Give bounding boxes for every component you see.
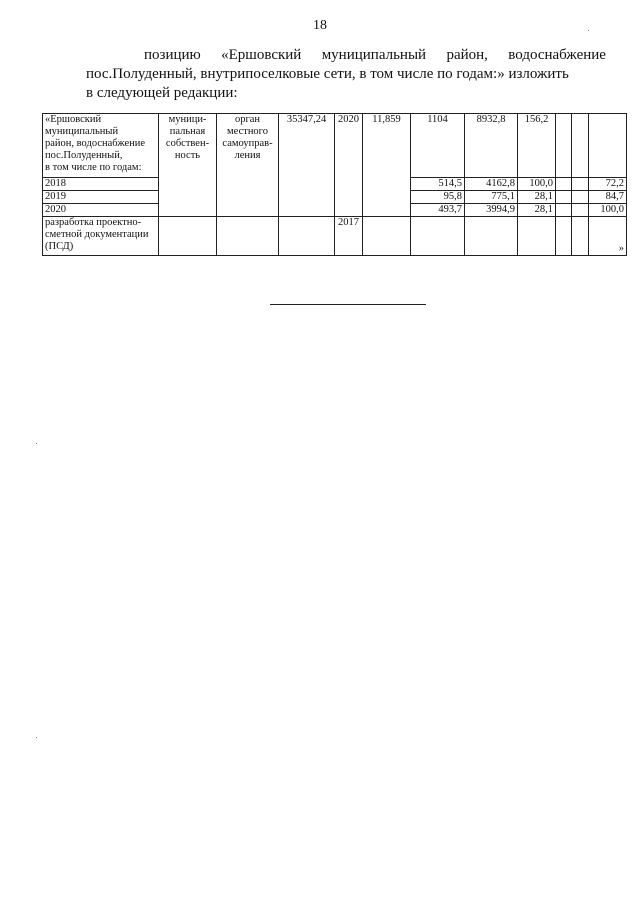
intro-line-1 [86, 46, 606, 65]
object-name-line: пос.Полуденный, [45, 150, 123, 161]
psd-name-line: (ПСД) [45, 241, 74, 252]
value-cell: 493,7 [411, 204, 465, 217]
empty-cell [572, 217, 589, 256]
capacity-cell: 11,859 [363, 114, 411, 217]
ownership-line: ность [174, 150, 201, 161]
intro-line-2: пос.Полуденный, внутрипоселковые сети, в том числе по годам:» изложить [86, 66, 569, 82]
intro-word: водоснабжение [508, 47, 606, 63]
value-cell: 28,1 [518, 204, 556, 217]
empty-cell [217, 217, 279, 256]
page-number: 18 [313, 18, 327, 33]
intro-word: «Ершовский [221, 47, 302, 63]
customer-line: самоуправ- [222, 138, 273, 149]
year-label-cell: 2018 [43, 178, 159, 191]
intro-word: муниципальный [321, 47, 427, 63]
value-cell: 84,7 [589, 191, 627, 204]
empty-cell [159, 217, 217, 256]
psd-name-line: разработка проектно- [45, 217, 142, 228]
cost-cell: 35347,24 [279, 114, 335, 217]
value-cell: 100,0 [518, 178, 556, 191]
customer-line: местного [227, 126, 268, 137]
intro-line-3: в следующей редакции: [86, 85, 238, 101]
value-cell: 8932,8 [465, 114, 518, 178]
empty-cell [279, 217, 335, 256]
ownership-cell [159, 114, 217, 217]
intro-word: позицию [144, 47, 201, 63]
year-label-cell: 2019 [43, 191, 159, 204]
scan-speck [36, 737, 37, 738]
intro-paragraph [86, 46, 606, 103]
object-name-line: «Ершовский [45, 114, 102, 125]
value-cell [556, 191, 572, 204]
table-row-psd [43, 217, 627, 256]
customer-cell [217, 114, 279, 217]
value-cell [556, 114, 572, 178]
value-cell: 514,5 [411, 178, 465, 191]
end-rule [270, 304, 426, 305]
value-cell: 156,2 [518, 114, 556, 178]
value-cell [572, 191, 589, 204]
closing-quote-cell [589, 217, 627, 256]
program-table [42, 113, 627, 256]
empty-cell [411, 217, 465, 256]
value-cell: 1104 [411, 114, 465, 178]
psd-name-line: сметной документации [45, 229, 149, 240]
object-name-cell [43, 114, 159, 178]
value-cell: 100,0 [589, 204, 627, 217]
empty-cell [556, 217, 572, 256]
psd-year-cell: 2017 [335, 217, 363, 256]
value-cell: 3994,9 [465, 204, 518, 217]
customer-line: орган [234, 114, 261, 125]
value-cell: 775,1 [465, 191, 518, 204]
value-cell: 72,2 [589, 178, 627, 191]
object-name-line: в том числе по годам: [45, 162, 142, 173]
value-cell [572, 178, 589, 191]
psd-name-cell [43, 217, 159, 256]
ownership-line: пальная [169, 126, 206, 137]
empty-cell [363, 217, 411, 256]
empty-cell [465, 217, 518, 256]
customer-line: ления [234, 150, 261, 161]
value-cell: 95,8 [411, 191, 465, 204]
year-label-cell: 2020 [43, 204, 159, 217]
empty-cell [518, 217, 556, 256]
scan-speck [36, 443, 37, 444]
value-cell [572, 204, 589, 217]
object-name-line: район, водоснабжение [45, 138, 146, 149]
scan-speck [588, 30, 589, 31]
value-cell [556, 178, 572, 191]
intro-word: район, [446, 47, 488, 63]
value-cell [556, 204, 572, 217]
value-cell [589, 114, 627, 178]
value-cell: 28,1 [518, 191, 556, 204]
table-row-main [43, 114, 627, 178]
closing-quote: » [618, 243, 624, 254]
value-cell: 4162,8 [465, 178, 518, 191]
ownership-line: собствен- [165, 138, 210, 149]
year-cell: 2020 [335, 114, 363, 217]
object-name-line: муниципальный [45, 126, 119, 137]
value-cell [572, 114, 589, 178]
ownership-line: муници- [168, 114, 207, 125]
